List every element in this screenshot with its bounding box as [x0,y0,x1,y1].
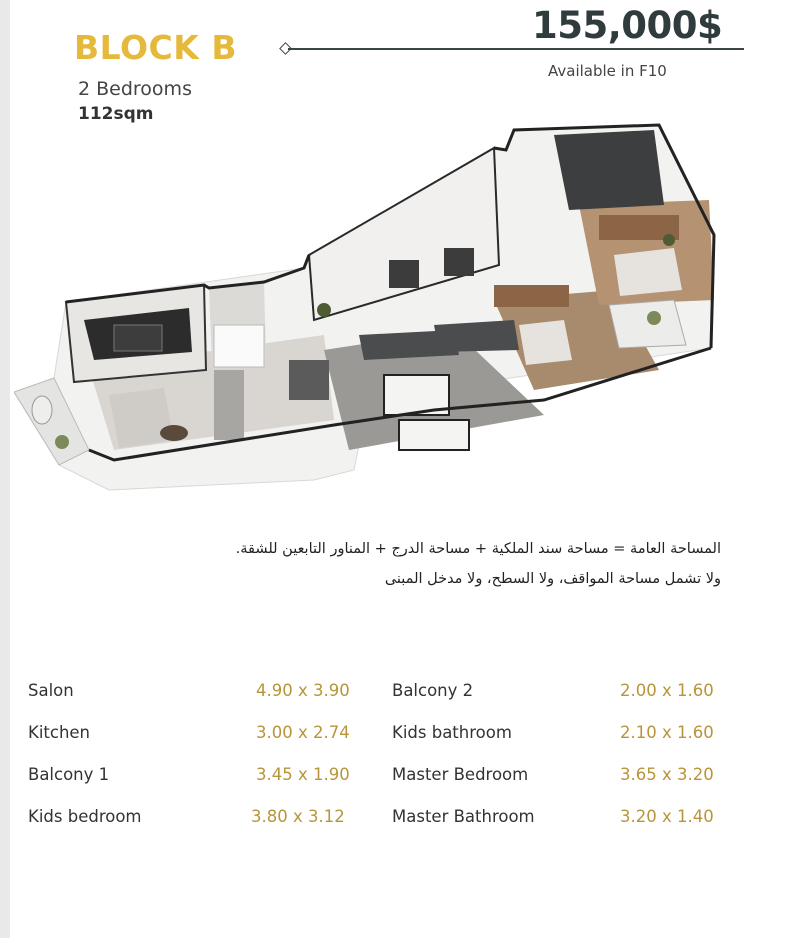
area-note-line-2: ولا تشمل مساحة المواقف، ولا السطح، ولا مدخل المبنى [384,571,721,587]
room-dimensions: 4.90 x 3.90 [256,681,350,700]
room-dimensions: 3.00 x 2.74 [256,723,350,742]
room-dimensions: 2.00 x 1.60 [620,681,714,700]
area-note-line-1: المساحة العامة = مساحة سند الملكية + مساحة الدرج + المناور التابعين للشقة. [235,541,721,557]
unit-area: 112sqm [78,104,154,124]
floor-plan-illustration [14,120,719,495]
room-name: Kitchen [28,723,91,742]
room-name: Master Bathroom [392,807,535,826]
room-dimensions: 3.45 x 1.90 [256,765,350,784]
price: 155,000$ [532,4,723,47]
room-name: Balcony 1 [28,765,110,784]
room-dimensions: 2.10 x 1.60 [620,723,714,742]
block-title: BLOCK B [74,28,237,67]
bedroom-count: 2 Bedrooms [78,78,192,100]
room-dimensions: 3.80 x 3.12 [251,807,345,826]
room-name: Balcony 2 [392,681,474,700]
room-dimensions: 3.65 x 3.20 [620,765,714,784]
room-name: Kids bathroom [392,723,512,742]
room-name: Kids bedroom [28,807,142,826]
room-name: Master Bedroom [392,765,529,784]
room-name: Salon [28,681,74,700]
page-edge [0,0,10,938]
availability-text: Available in F10 [548,62,667,80]
room-dimensions: 3.20 x 1.40 [620,807,714,826]
price-divider [288,48,744,50]
